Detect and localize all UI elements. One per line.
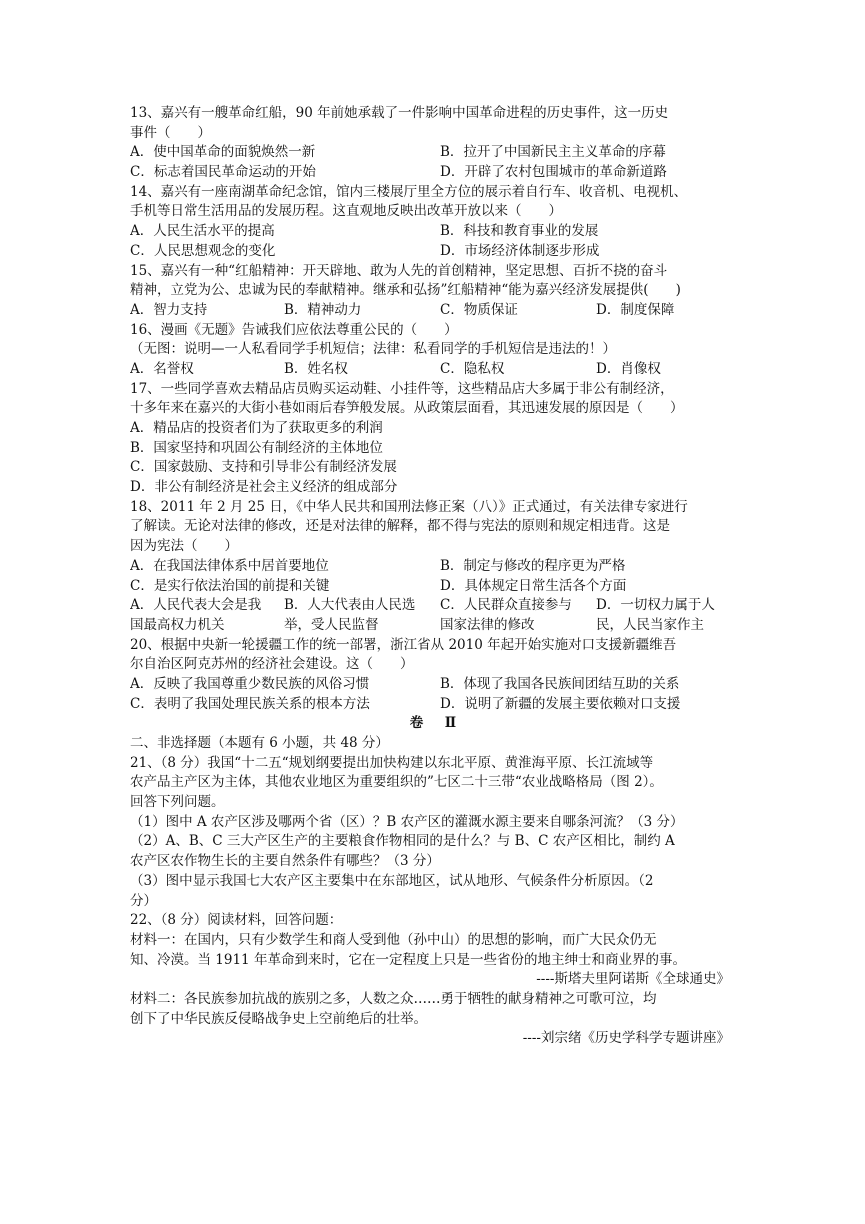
option-a: A．智力支持 bbox=[130, 301, 208, 318]
question-18 bbox=[130, 498, 740, 596]
option-a: A．人民代表大会是我 bbox=[130, 597, 262, 614]
option-a: A．名誉权 bbox=[130, 360, 194, 377]
question-21 bbox=[130, 754, 740, 912]
option-d: D．肖像权 bbox=[596, 360, 661, 377]
question-stem: 了解读。无论对法律的修改，还是对法律的解释，都不得与宪法的原则和规定相违背。这是 bbox=[130, 518, 670, 535]
question-stem: 18、2011 年 2 月 25 日，《中华人民共和国刑法修正案（八）》正式通过，有关法律专家进行 bbox=[130, 498, 688, 515]
question-stem: 16、漫画《无题》告诫我们应依法尊重公民的（ ） bbox=[130, 321, 458, 338]
sub-question: 分） bbox=[130, 892, 157, 909]
question-stem: 精神，立党为公、忠诚为民的奉献精神。继承和弘扬”红船精神“能为嘉兴经济发展提供( ) bbox=[130, 282, 681, 299]
option-b: B．姓名权 bbox=[284, 360, 348, 377]
material-text: 创下了中华民族反侵略战争史上空前绝后的壮举。 bbox=[130, 1010, 427, 1027]
option-a: A．反映了我国尊重少数民族的风俗习惯 bbox=[130, 675, 370, 692]
option-b: B．精神动力 bbox=[284, 301, 362, 318]
question-note: （无图：说明—一人私看同学手机短信；法律：私看同学的手机短信是违法的！） bbox=[130, 341, 616, 358]
option-b: B．制定与修改的程序更为严格 bbox=[440, 557, 626, 574]
question-stem: 15、嘉兴有一种“红船精神：开天辟地、敢为人先的首创精神，坚定思想、百折不挠的奋斗 bbox=[130, 262, 668, 279]
question-text: 农产品主产区为主体，其他农业地区为重要组织的”七区二十三带“农业战略格局（图 2）。 bbox=[130, 774, 663, 791]
question-20 bbox=[130, 636, 740, 715]
section-heading: 二、非选择题（本题有 6 小题，共 48 分） bbox=[130, 735, 389, 751]
material-text: 材料一：在国内，只有少数学生和商人受到他（孙中山）的思想的影响，而广大民众仍无 bbox=[130, 931, 657, 948]
option-c: C．物质保证 bbox=[440, 301, 518, 318]
question-stem: 13、嘉兴有一艘革命红船，90 年前她承载了一件影响中国革命进程的历史事件，这一历史 bbox=[130, 105, 669, 121]
question-14 bbox=[130, 183, 740, 262]
option-d-cont: 民，人民当家作主 bbox=[596, 616, 704, 633]
question-13 bbox=[130, 104, 740, 183]
question-15 bbox=[130, 262, 740, 321]
material-source: ----刘宗绪《历史学科学专题讲座》 bbox=[522, 1030, 730, 1047]
option-b-cont: 举，受人民监督 bbox=[284, 616, 379, 633]
option-b: B．人大代表由人民选 bbox=[284, 597, 416, 614]
exam-page bbox=[130, 104, 740, 1049]
question-stem: 14、嘉兴有一座南湖革命纪念馆，馆内三楼展厅里全方位的展示着自行车、收音机、电视机、 bbox=[130, 183, 688, 200]
question-16 bbox=[130, 321, 740, 380]
option-c: C．隐私权 bbox=[440, 360, 505, 377]
option-d: D．市场经济体制逐步形成 bbox=[440, 242, 600, 259]
sub-question: （1）图中 A 农产区涉及哪两个省（区）？B 农产区的灌溉水源主要来自哪条河流？（3 分） bbox=[130, 813, 684, 830]
option-a-cont: 国最高权力机关 bbox=[130, 616, 225, 633]
option-b: B．国家坚持和巩固公有制经济的主体地位 bbox=[130, 439, 383, 456]
option-d: D．具体规定日常生活各个方面 bbox=[440, 577, 627, 594]
sub-question: （2）A、B、C 三大产区生产的主要粮食作物相同的是什么？与 B、C 农产区相比，制约 A bbox=[130, 833, 675, 850]
question-stem: 手机等日常生活用品的发展历程。这直观地反映出改革开放以来（ ） bbox=[130, 203, 562, 220]
sub-question: （3）图中显示我国七大农产区主要集中在东部地区，试从地形、气候条件分析原因。（2 bbox=[130, 872, 654, 889]
option-d: D．制度保障 bbox=[596, 301, 675, 318]
option-c: C．人民群众直接参与 bbox=[440, 597, 572, 614]
option-c: C．国家鼓励、支持和引导非公有制经济发展 bbox=[130, 459, 397, 476]
option-d: D．开辟了农村包围城市的革命新道路 bbox=[440, 164, 667, 181]
option-b: B．拉开了中国新民主主义革命的序幕 bbox=[440, 144, 666, 161]
question-stem: 17、一些同学喜欢去精品店员购买运动鞋、小挂件等，这些精品店大多属于非公有制经济， bbox=[130, 380, 674, 397]
option-d: D．非公有制经济是社会主义经济的组成部分 bbox=[130, 479, 398, 496]
question-stem: 因为宪法（ ） bbox=[130, 538, 238, 555]
section-title: 卷 Ⅱ bbox=[409, 715, 461, 732]
option-b: B．体现了我国各民族间团结互助的关系 bbox=[440, 675, 680, 692]
option-c: C．标志着国民革命运动的开始 bbox=[130, 164, 316, 181]
option-a: A．使中国革命的面貌焕然一新 bbox=[130, 144, 316, 161]
material-text: 知、冷漠。当 1911 年革命到来时，它在一定程度上只是一些省份的地主绅士和商业界的事。 bbox=[130, 951, 686, 968]
sub-question: 农产区农作物生长的主要自然条件有哪些？（3 分） bbox=[130, 853, 440, 870]
question-stem: 十多年来在嘉兴的大街小巷如雨后春笋般发展。从政策层面看，其迅速发展的原因是（ ） bbox=[130, 400, 684, 417]
option-a: A．在我国法律体系中居首要地位 bbox=[130, 557, 329, 574]
question-text: 22、（8 分）阅读材料，回答问题： bbox=[130, 912, 343, 929]
question-text: 回答下列问题。 bbox=[130, 794, 225, 811]
material-source: ----斯塔夫里阿诺斯《全球通史》 bbox=[536, 971, 730, 988]
question-stem: 20、根据中央新一轮援疆工作的统一部署，浙江省从 2010 年起开始实施对口支援新疆维吾 bbox=[130, 636, 677, 653]
option-c: C．表明了我国处理民族关系的根本方法 bbox=[130, 695, 370, 712]
question-stem: 事件（ ） bbox=[130, 124, 211, 141]
option-c: C．人民思想观念的变化 bbox=[130, 242, 276, 259]
material-text: 材料二：各民族参加抗战的族别之多，人数之众……勇于牺牲的献身精神之可歌可泣，均 bbox=[130, 990, 657, 1007]
option-d: D．说明了新疆的发展主要依赖对口支援 bbox=[440, 695, 681, 712]
option-a: A．精品店的投资者们为了获取更多的利润 bbox=[130, 420, 383, 436]
question-17 bbox=[130, 380, 740, 498]
question-stem: 尔自治区阿克苏州的经济社会建设。这（ ） bbox=[130, 656, 414, 673]
option-b: B．科技和教育事业的发展 bbox=[440, 223, 599, 240]
question-text: 21、（8 分）我国“十二五“规划纲要提出加快构建以东北平原、黄淮海平原、长江流域等 bbox=[130, 754, 654, 771]
option-a: A．人民生活水平的提高 bbox=[130, 223, 275, 240]
question-19-options bbox=[130, 596, 740, 635]
option-d: D．一切权力属于人 bbox=[596, 597, 715, 614]
question-22 bbox=[130, 911, 740, 1049]
option-c: C．是实行依法治国的前提和关键 bbox=[130, 577, 330, 594]
option-c-cont: 国家法律的修改 bbox=[440, 616, 535, 633]
